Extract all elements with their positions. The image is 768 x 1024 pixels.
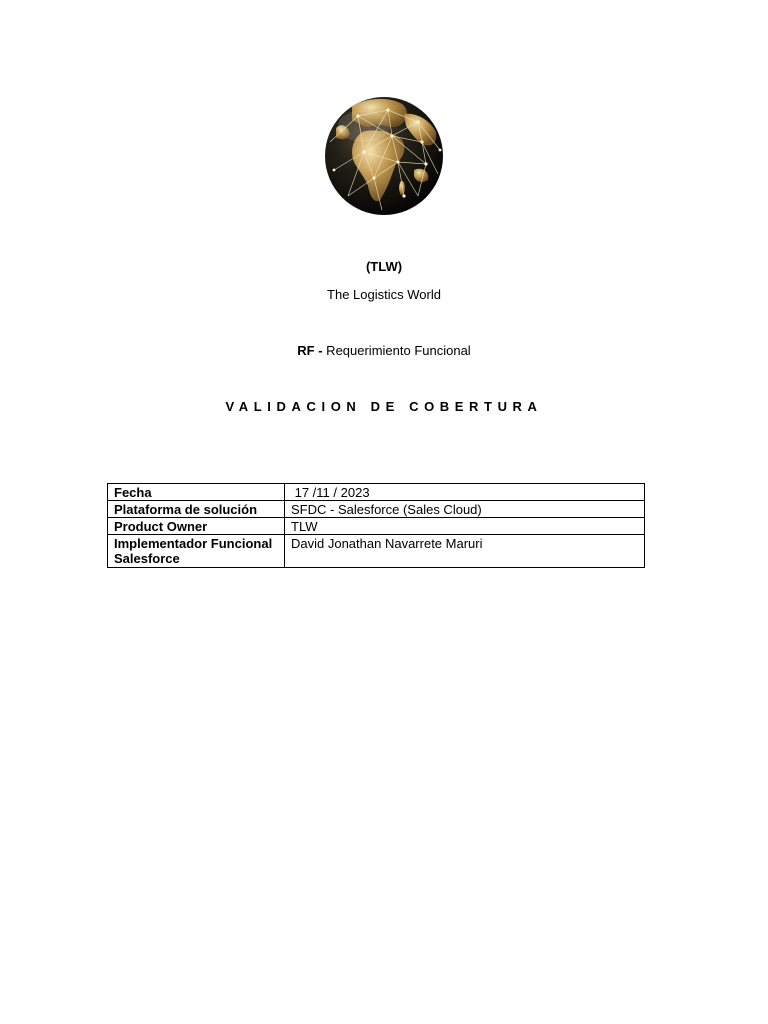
company-acronym: (TLW) [365,259,403,274]
table-row [108,518,645,535]
globe-network-icon [318,92,450,220]
info-label: Implementador Funcional Salesforce [108,535,285,568]
table-row [108,535,645,568]
document-type-prefix: RF - [297,343,323,358]
company-logo [318,92,450,220]
document-info-table [107,483,645,568]
info-value: 17 /11 / 2023 [285,484,645,501]
info-label: Plataforma de solución [108,501,285,518]
document-title: VALIDACION DE COBERTURA [225,399,543,414]
document-type [0,343,768,359]
info-value: David Jonathan Navarrete Maruri [285,535,645,568]
info-value: SFDC - Salesforce (Sales Cloud) [285,501,645,518]
table-row [108,484,645,501]
info-label: Product Owner [108,518,285,535]
info-value: TLW [285,518,645,535]
company-name: The Logistics World [327,287,441,302]
info-label: Fecha [108,484,285,501]
table-row [108,501,645,518]
document-type-text: Requerimiento Funcional [322,343,471,358]
